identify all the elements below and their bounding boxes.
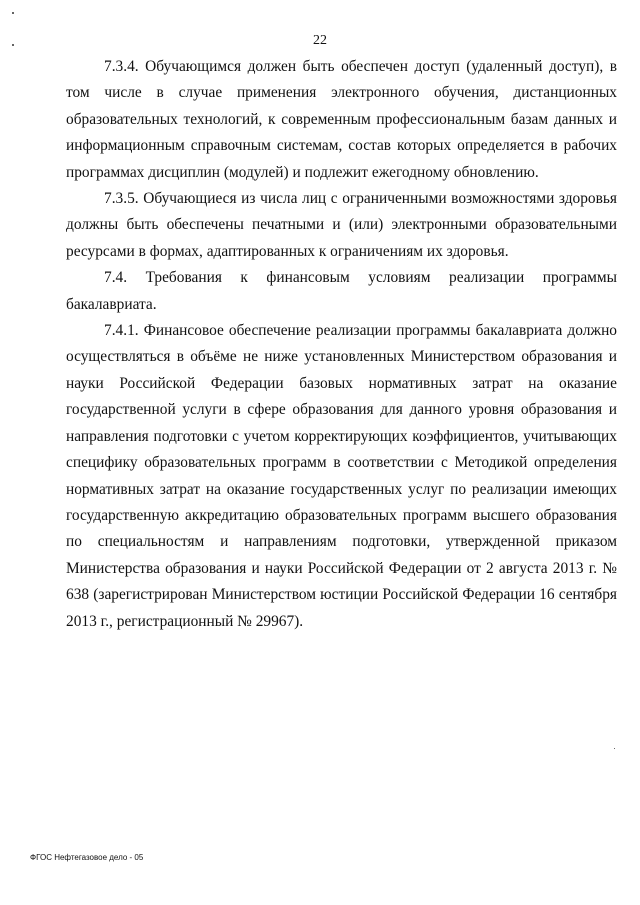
paragraph-7-3-4: 7.3.4. Обучающимся должен быть обеспечен доступ (удаленный доступ), в том числе в случае применения электронного обучения, дистанционных образовательных технологий, к современным профессиональным базам данных и информационным справочным системам, состав которых определяется в рабочих программах дисциплин (модулей) и подлежит ежегодному обновлению.: [66, 58, 617, 181]
scan-speck: [614, 748, 615, 749]
page-number: 22: [313, 33, 327, 48]
scan-speck: [12, 12, 14, 14]
paragraph-7-3-5: 7.3.5. Обучающиеся из числа лиц с ограниченными возможностями здоровья должны быть обеспечены печатными и (или) электронными образовательными ресурсами в формах, адаптированных к ограничениям их здоровья.: [66, 190, 617, 260]
paragraph-7-4-1: 7.4.1. Финансовое обеспечение реализации программы бакалавриата должно осуществляться в объёме не ниже установленных Министерством образования и науки Российской Федерации базовых нормативных затрат на оказание государственной услуги в сфере образования для данного уровня образования и направления подготовки с учетом корректирующих коэффициентов, учитывающих специфику образовательных программ в соответствии с Методикой определения нормативных затрат на оказание государственных услуг по реализации имеющих государственную аккредитацию образовательных программ высшего образования по специальностям и направлениям подготовки, утвержденной приказом Министерства образования и науки Российской Федерации от 2 августа 2013 г. № 638 (зарегистрирован Министерством юстиции Российской Федерации 16 сентября 2013 г., регистрационный № 29967).: [66, 322, 617, 630]
scan-speck: [12, 44, 14, 46]
footer-label: ФГОС Нефтегазовое дело - 05: [30, 853, 144, 862]
document-body: [66, 54, 617, 635]
paragraph-7-4-heading: 7.4. Требования к финансовым условиям реализации программы бакалавриата.: [66, 269, 617, 313]
